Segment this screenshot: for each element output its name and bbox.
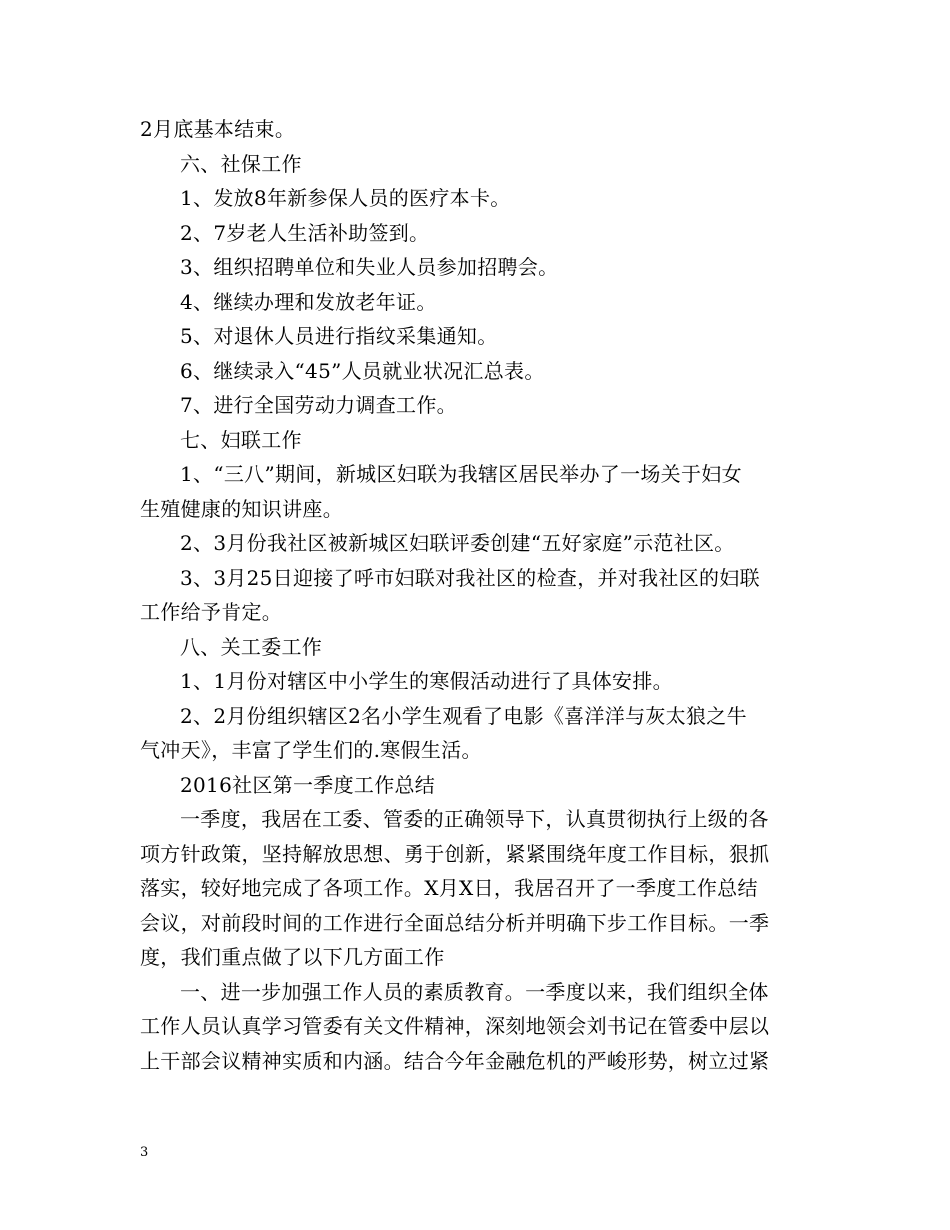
text-line: 生殖健康的知识讲座。 [140,496,343,521]
text-line: 八、关工委工作 [180,634,323,659]
text-line: 项方针政策，坚持解放思想、勇于创新，紧紧围绕年度工作目标，狠抓 [140,841,770,866]
text-line: 4、继续办理和发放老年证。 [180,289,437,314]
text-line: 一季度，我居在工委、管委的正确领导下，认真贯彻执行上级的各 [180,807,769,831]
text-line: 3、组织招聘单位和失业人员参加招聘会。 [180,255,559,279]
text-line: 度，我们重点做了以下几方面工作 [140,945,445,969]
text-line: 一、进一步加强工作人员的素质教育。一季度以来，我们组织全体 [180,979,769,1004]
text-line: 1、1月份对辖区中小学生的寒假活动进行了具体安排。 [180,669,673,693]
text-line: 七、妇联工作 [180,427,302,452]
text-line: 六、社保工作 [180,151,302,176]
page-number: 3 [140,1145,149,1160]
text-line: 工作人员认真学习管委有关文件精神，深刻地领会刘书记在管委中层以 [140,1014,770,1038]
text-line: 7、进行全国劳动力调查工作。 [180,393,457,417]
text-line: 工作给予肯定。 [140,600,283,624]
text-line: 5、对退休人员进行指纹采集通知。 [180,324,498,348]
text-line: 6、继续录入“45”人员就业状况汇总表。 [180,358,545,383]
text-line: 2016社区第一季度工作总结 [180,772,436,797]
text-line: 上干部会议精神实质和内涵。结合今年金融危机的严峻形势，树立过紧 [140,1048,770,1073]
text-line: 气冲天》，丰富了学生们的.寒假生活。 [140,738,482,762]
text-line: 2、2月份组织辖区2名小学生观看了电影《喜洋洋与灰太狼之牛 [180,703,747,728]
text-line: 会议，对前段时间的工作进行全面总结分析并明确下步工作目标。一季 [140,910,770,935]
text-line: 2、7岁老人生活补助签到。 [180,220,430,245]
text-line: 2、3月份我社区被新城区妇联评委创建“五好家庭”示范社区。 [180,531,735,555]
document-body [140,112,820,1078]
text-line: 2月底基本结束。 [140,117,296,141]
text-line: 1、“三八”期间，新城区妇联为我辖区居民举办了一场关于妇女 [180,462,742,486]
text-line: 3、3月25日迎接了呼市妇联对我社区的检查，并对我社区的妇联 [180,565,760,590]
text-line: 落实，较好地完成了各项工作。X月X日，我居召开了一季度工作总结 [140,876,758,900]
text-line: 1、发放8年新参保人员的医疗本卡。 [180,186,511,210]
